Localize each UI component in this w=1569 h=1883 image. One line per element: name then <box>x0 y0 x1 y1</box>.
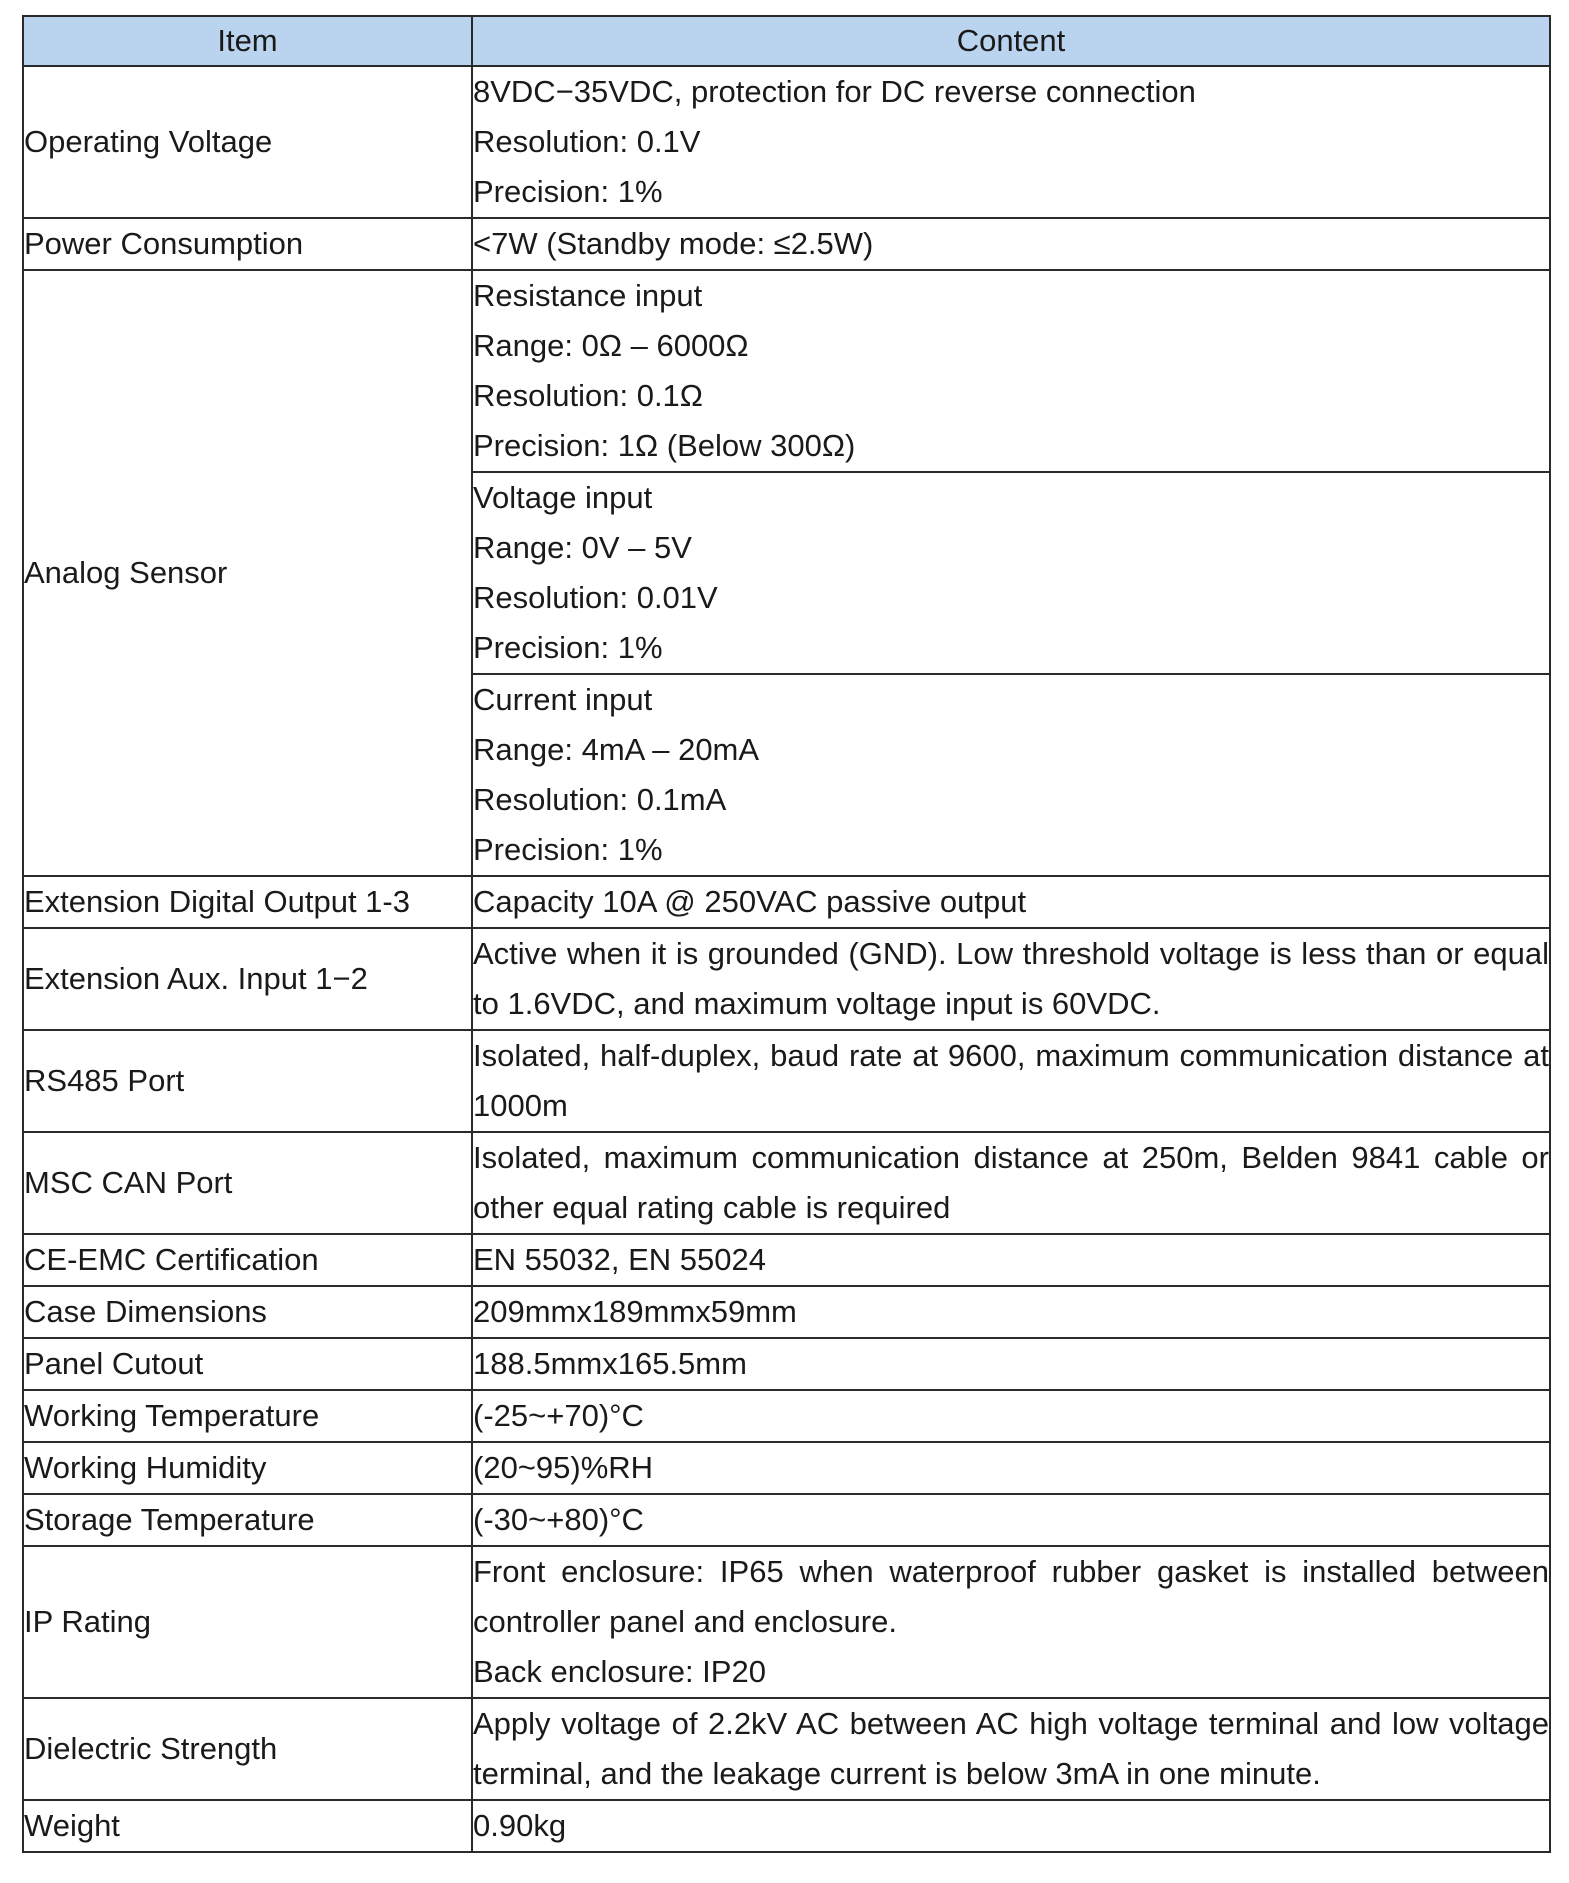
content-line: Range: 4mA – 20mA <box>473 732 760 767</box>
table-row <box>23 1546 1550 1698</box>
content-line: Resolution: 0.1Ω <box>473 378 703 413</box>
content-line: 0.90kg <box>473 1808 567 1843</box>
analog-voltage-content <box>472 472 1550 674</box>
table-row <box>23 1800 1550 1852</box>
row-item: Case Dimensions <box>23 1286 472 1338</box>
row-content <box>472 1442 1550 1494</box>
content-line: Resolution: 0.01V <box>473 580 718 615</box>
table-row <box>23 876 1550 928</box>
content-line: Resolution: 0.1V <box>473 124 701 159</box>
content-line: (-25~+70)°C <box>473 1398 644 1433</box>
header-item: Item <box>23 16 472 66</box>
row-item: Extension Digital Output 1-3 <box>23 876 472 928</box>
row-content <box>472 1030 1550 1132</box>
content-line: Range: 0Ω – 6000Ω <box>473 328 749 363</box>
row-item: MSC CAN Port <box>23 1132 472 1234</box>
content-line: Capacity 10A @ 250VAC passive output <box>473 884 1027 919</box>
table-row <box>23 1442 1550 1494</box>
content-line: 8VDC−35VDC, protection for DC reverse connection <box>473 74 1196 109</box>
content-line: Precision: 1Ω (Below 300Ω) <box>473 428 856 463</box>
content-line: Range: 0V – 5V <box>473 530 692 565</box>
row-content <box>472 1286 1550 1338</box>
row-content <box>472 66 1550 218</box>
table-row <box>23 218 1550 270</box>
content-paragraph: Front enclosure: IP65 when waterproof rubber gasket is installed between controller panel and enclosure. <box>473 1554 1549 1639</box>
header-content: Content <box>472 16 1550 66</box>
row-content <box>472 1800 1550 1852</box>
table-row <box>23 1286 1550 1338</box>
content-line: Resolution: 0.1mA <box>473 782 727 817</box>
content-line: Precision: 1% <box>473 630 663 665</box>
table-header-row <box>23 16 1550 66</box>
table-row <box>23 1494 1550 1546</box>
row-content <box>472 1132 1550 1234</box>
analog-resistance-content <box>472 270 1550 472</box>
table-row <box>23 270 1550 472</box>
content-paragraph: Apply voltage of 2.2kV AC between AC high voltage terminal and low voltage terminal, and the leakage current is below 3mA in one minute. <box>473 1706 1549 1791</box>
row-item: Extension Aux. Input 1−2 <box>23 928 472 1030</box>
row-item: Dielectric Strength <box>23 1698 472 1800</box>
row-content <box>472 1390 1550 1442</box>
table-row <box>23 1390 1550 1442</box>
row-item: IP Rating <box>23 1546 472 1698</box>
content-line: <7W (Standby mode: ≤2.5W) <box>473 226 874 261</box>
content-paragraph: Isolated, maximum communication distance at 250m, Belden 9841 cable or other equal rating cable is required <box>473 1140 1549 1225</box>
row-item: CE-EMC Certification <box>23 1234 472 1286</box>
content-line: 188.5mmx165.5mm <box>473 1346 747 1381</box>
table-row <box>23 928 1550 1030</box>
table-row <box>23 1338 1550 1390</box>
content-line: Voltage input <box>473 480 653 515</box>
row-content <box>472 218 1550 270</box>
content-line: Resistance input <box>473 278 703 313</box>
row-item: Panel Cutout <box>23 1338 472 1390</box>
row-item: Working Temperature <box>23 1390 472 1442</box>
row-item: RS485 Port <box>23 1030 472 1132</box>
specification-table <box>22 15 1551 1853</box>
row-item: Power Consumption <box>23 218 472 270</box>
content-line: 209mmx189mmx59mm <box>473 1294 797 1329</box>
content-line: Current input <box>473 682 653 717</box>
content-paragraph: Active when it is grounded (GND). Low threshold voltage is less than or equal to 1.6VDC, and maximum voltage input is 60VDC. <box>473 936 1549 1021</box>
row-content <box>472 928 1550 1030</box>
table-row <box>23 1698 1550 1800</box>
content-paragraph: Isolated, half-duplex, baud rate at 9600, maximum communication distance at 1000m <box>473 1038 1549 1123</box>
content-line: Precision: 1% <box>473 832 663 867</box>
row-content <box>472 1338 1550 1390</box>
content-line: (20~95)%RH <box>473 1450 654 1485</box>
row-item: Analog Sensor <box>23 270 472 876</box>
table-row <box>23 1132 1550 1234</box>
table-row <box>23 1234 1550 1286</box>
table-row <box>23 1030 1550 1132</box>
content-line: (-30~+80)°C <box>473 1502 644 1537</box>
content-line: Back enclosure: IP20 <box>473 1654 766 1689</box>
row-content <box>472 876 1550 928</box>
table-row <box>23 66 1550 218</box>
row-item: Operating Voltage <box>23 66 472 218</box>
row-item: Weight <box>23 1800 472 1852</box>
content-line: EN 55032, EN 55024 <box>473 1242 766 1277</box>
row-item: Working Humidity <box>23 1442 472 1494</box>
row-content <box>472 1698 1550 1800</box>
row-item: Storage Temperature <box>23 1494 472 1546</box>
row-content <box>472 1234 1550 1286</box>
row-content <box>472 1494 1550 1546</box>
analog-current-content <box>472 674 1550 876</box>
row-content <box>472 1546 1550 1698</box>
content-line: Precision: 1% <box>473 174 663 209</box>
